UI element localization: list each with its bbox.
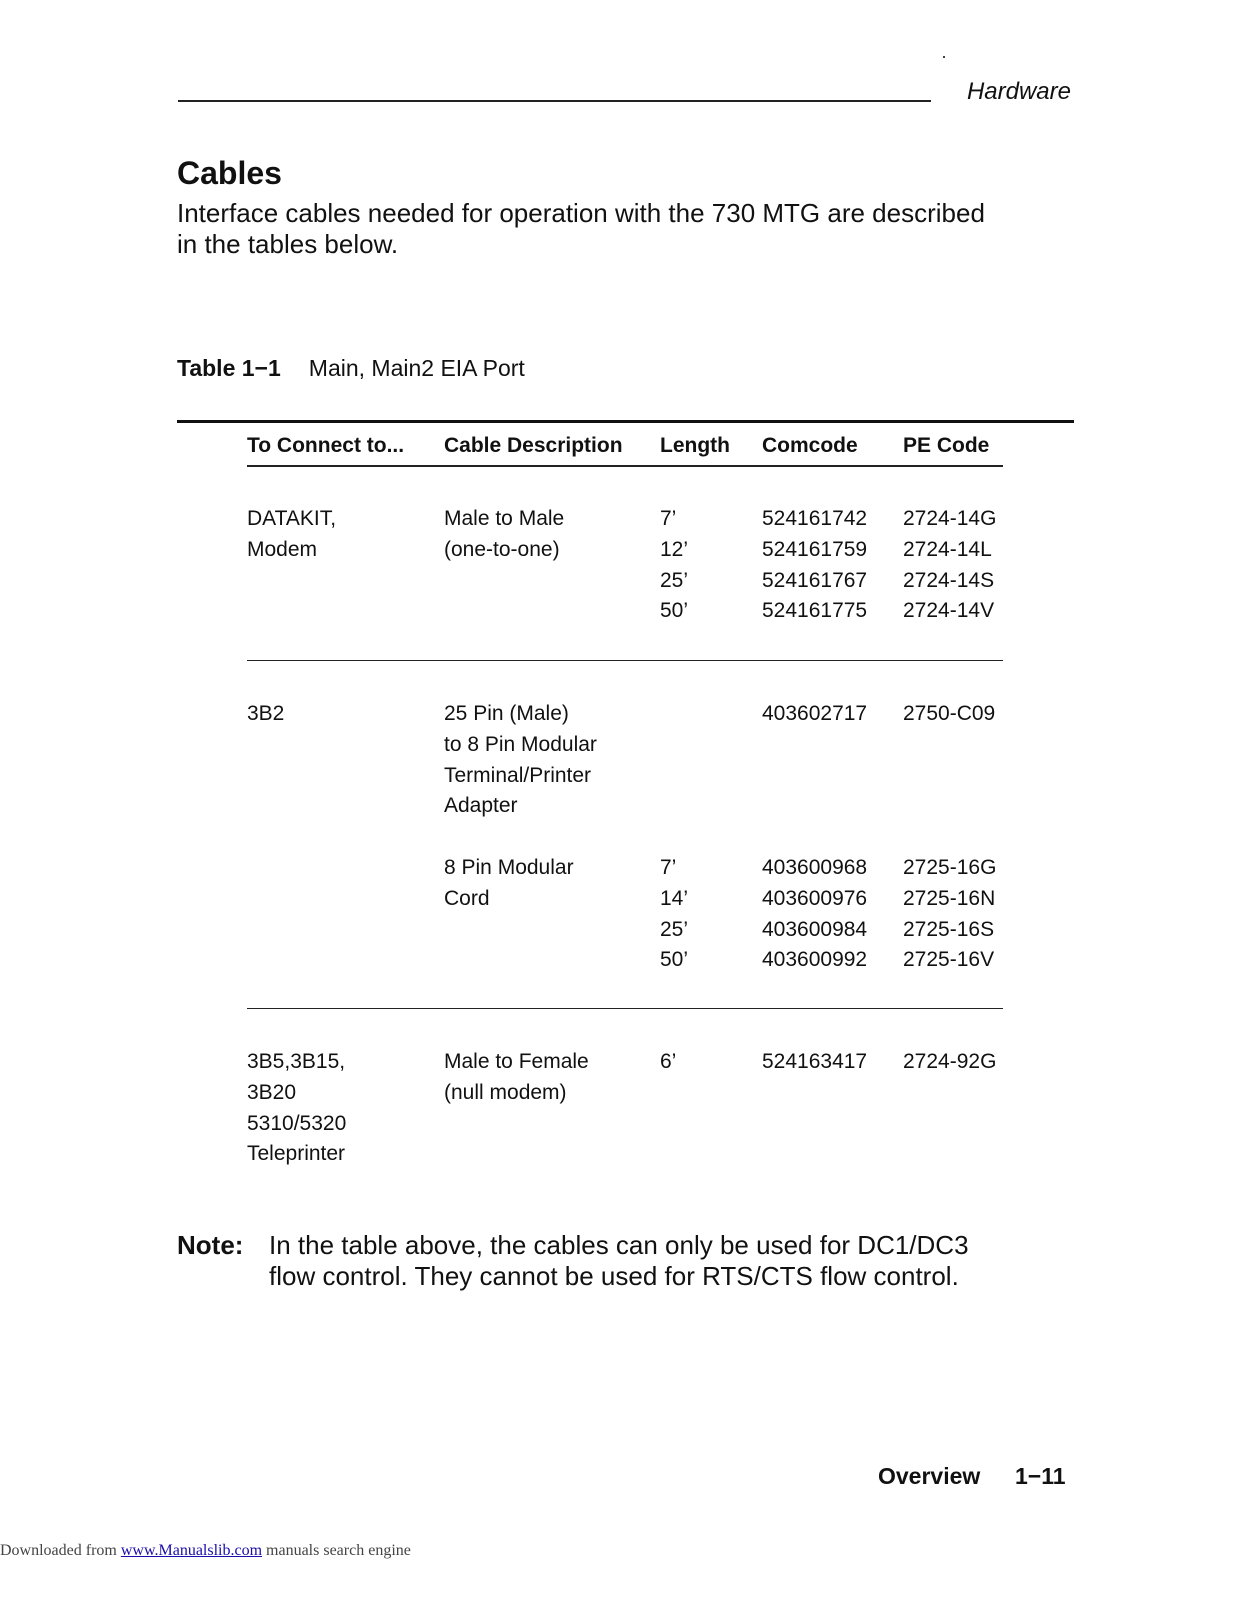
length-cell: 12’ (660, 537, 689, 561)
pe-code-cell: 2724-14G (903, 507, 997, 530)
comcode-cell: 524161742 (762, 507, 868, 530)
connect-to-cell: 3B5,3B15, (247, 1050, 346, 1073)
note-text (269, 1230, 1089, 1292)
download-prefix: Downloaded from (0, 1542, 121, 1559)
column-header: Cable Description (444, 434, 623, 457)
cable-description-cell: 25 Pin (Male) (444, 702, 569, 725)
cable-description-cell: to 8 Pin Modular (444, 732, 597, 756)
column-header: Comcode (762, 434, 858, 457)
table-number: Table 1−1 (177, 355, 281, 381)
note-label: Note: (177, 1230, 244, 1260)
footer-section: Overview (878, 1463, 981, 1489)
comcode-cell: 524161775 (762, 599, 868, 623)
pe-code-cell: 2750-C09 (903, 702, 996, 725)
comcode-cell: 403600992 (762, 948, 868, 972)
connect-to-cell: 3B20 (247, 1080, 297, 1104)
connect-to-cell: 3B2 (247, 702, 285, 725)
comcode-cell: 403600968 (762, 856, 868, 879)
pe-code-cell: 2725-16G (903, 856, 997, 879)
manualslib-link[interactable]: www.Manualslib.com (120, 1542, 263, 1559)
pe-code-cell: 2724-14V (903, 599, 995, 623)
column-header: PE Code (903, 434, 990, 457)
column-header: To Connect to... (247, 434, 405, 457)
header-underline (247, 465, 1003, 467)
length-cell: 50’ (660, 948, 689, 972)
download-suffix: manuals search engine (262, 1542, 411, 1559)
cable-description-cell: Male to Male (444, 507, 565, 530)
cable-description-cell: Adapter (444, 794, 518, 818)
pe-code-cell: 2724-14L (903, 537, 992, 561)
comcode-cell: 524161759 (762, 537, 868, 561)
note-line: In the table above, the cables can only be used for DC1/DC3 (269, 1230, 969, 1260)
connect-to-cell: Modem (247, 537, 318, 561)
comcode-cell: 403600976 (762, 886, 868, 910)
cable-description-cell: 8 Pin Modular (444, 856, 574, 879)
length-cell: 50’ (660, 599, 689, 623)
cable-description-cell: Male to Female (444, 1050, 589, 1073)
cable-description-cell: (null modem) (444, 1080, 567, 1104)
connect-to-cell: DATAKIT, (247, 507, 337, 530)
page-number: 1−11 (1015, 1463, 1066, 1489)
cable-description-cell: Terminal/Printer (444, 763, 592, 787)
pe-code-cell: 2725-16S (903, 917, 995, 941)
pe-code-cell: 2725-16V (903, 948, 995, 972)
note-line: flow control. They cannot be used for RTS/CTS flow control. (269, 1261, 959, 1291)
column-header: Length (660, 434, 730, 457)
intro-line: in the tables below. (177, 229, 399, 259)
section-title: Cables (177, 155, 282, 191)
intro-paragraph (177, 198, 1077, 260)
intro-line: Interface cables needed for operation with the 730 MTG are described (177, 198, 985, 228)
length-cell: 7’ (660, 507, 677, 530)
group-divider (247, 660, 1003, 661)
table-title: Main, Main2 EIA Port (308, 355, 525, 381)
length-cell: 6’ (660, 1050, 677, 1073)
download-footer (0, 1542, 411, 1560)
connect-to-cell: Teleprinter (247, 1142, 346, 1166)
connect-to-cell: 5310/5320 (247, 1111, 347, 1135)
comcode-cell: 403600984 (762, 917, 868, 941)
header-rule (178, 100, 931, 102)
comcode-cell: 524161767 (762, 568, 868, 592)
comcode-cell: 524163417 (762, 1050, 868, 1073)
pe-code-cell: 2724-92G (903, 1050, 997, 1073)
length-cell: 25’ (660, 917, 689, 941)
speck-mark (943, 56, 945, 58)
pe-code-cell: 2724-14S (903, 568, 995, 592)
cable-description-cell: Cord (444, 886, 490, 910)
length-cell: 25’ (660, 568, 689, 592)
table-top-rule (177, 420, 1074, 423)
comcode-cell: 403602717 (762, 702, 868, 725)
length-cell: 14’ (660, 886, 689, 910)
header-title: Hardware (966, 78, 1071, 105)
table-caption (177, 355, 525, 382)
cable-description-cell: (one-to-one) (444, 537, 560, 561)
length-cell: 7’ (660, 856, 677, 879)
group-divider (247, 1008, 1003, 1009)
pe-code-cell: 2725-16N (903, 886, 996, 910)
